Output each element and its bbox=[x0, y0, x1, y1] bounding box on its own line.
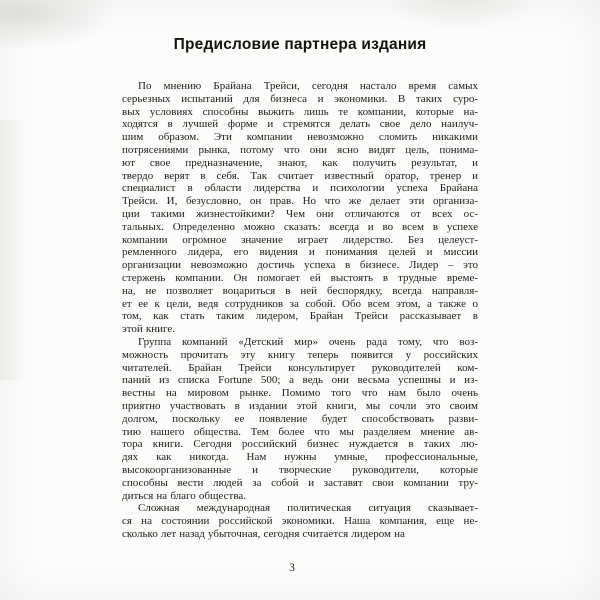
text-line: этой книге. bbox=[122, 323, 176, 336]
text-line: Группа компаний «Детский мир» очень рада тому, что воз- bbox=[138, 335, 478, 348]
paragraph bbox=[122, 336, 478, 502]
text-line: тальных. Определенно можно сказать: всегда и во всем в успехе bbox=[122, 220, 478, 233]
text-line: диться на благо общества. bbox=[122, 489, 246, 502]
text-line: том, как стать таким лидером, Брайан Трейси рассказывает в bbox=[122, 310, 478, 323]
text-line: долгом, поскольку ее появление будет способствовать разви- bbox=[122, 412, 478, 425]
text-line: на, не позволяет воцариться в ней беспорядку, всегда направля- bbox=[122, 284, 478, 297]
text-line: ремленного лидера, его видения и понимания целей и миссии bbox=[122, 246, 478, 259]
text-line: ходятся в лучшей форме и стремятся делать свое дело наилуч- bbox=[122, 118, 478, 131]
text-line: ся на состоянии российской экономики. Наша компания, еще не- bbox=[122, 515, 478, 528]
text-line: твердо верят в себя. Так считает известный оратор, тренер и bbox=[122, 169, 478, 182]
text-line: вых условиях способны выжить лишь те компании, которые на- bbox=[122, 105, 478, 118]
text-line: тию нашего общества. Тем более что мы разделяем мнение ав- bbox=[122, 425, 478, 438]
page-body bbox=[122, 80, 478, 541]
text-line: тора книги. Сегодня российский бизнес нуждается в таких лю- bbox=[122, 438, 478, 451]
text-line: паний из списка Fortune 500; а ведь они весьма успешны и из- bbox=[122, 374, 478, 387]
text-line: читателей. Брайан Трейси консультирует руководителей ком- bbox=[122, 361, 478, 374]
text-line: приятно участвовать в издании этой книги, мы сочли это своим bbox=[122, 399, 478, 412]
text-line: способны вести людей за собой и заставят свои компании тру- bbox=[122, 476, 478, 489]
text-line: стержень компании. Он помогает ей выстоять в трудные време- bbox=[122, 271, 478, 284]
text-line: высокоорганизованные и творческие руководители, которые bbox=[122, 463, 478, 476]
text-line: вестны на мировом рынке. Помимо того что нам было очень bbox=[122, 387, 478, 400]
text-line: ют свое предназначение, знают, как получить результат, и bbox=[122, 156, 478, 169]
text-line: организации невозможно достичь успеха в бизнесе. Лидер – это bbox=[122, 259, 478, 272]
page-number: 3 bbox=[289, 562, 295, 574]
text-line: ет ее к цели, ведя сотрудников за собой. Обо всем этом, а также о bbox=[122, 297, 478, 310]
text-line: специалист в области лидерства и психологии успеха Брайана bbox=[122, 182, 478, 195]
text-line: сколько лет назад убыточная, сегодня считается лидером на bbox=[122, 527, 405, 540]
paragraph bbox=[122, 502, 478, 540]
text-line: Трейси. И, безусловно, он прав. Но что же делает эти организа- bbox=[122, 195, 478, 208]
text-line: Сложная международная политическая ситуация сказывает- bbox=[138, 502, 478, 515]
scan-artifact bbox=[380, 0, 540, 30]
text-line: можность прочитать эту книгу теперь появится у российских bbox=[122, 348, 478, 361]
text-line: ции такими жизнестойкими? Чем они отличаются от всех ос- bbox=[122, 207, 478, 220]
text-line: потрясениями рынка, потому что они ясно видят цель, понима- bbox=[122, 143, 478, 156]
paragraph bbox=[122, 80, 478, 336]
page-title: Предисловие партнера издания bbox=[173, 36, 427, 53]
text-line: серьезных испытаний для бизнеса и экономики. В таких суро- bbox=[122, 92, 478, 105]
text-line: шим образом. Эти компании невозможно сломить никакими bbox=[122, 131, 478, 144]
scan-artifact bbox=[0, 120, 26, 380]
text-line: компании огромное значение играет лидерство. Без целеуст- bbox=[122, 233, 478, 246]
text-line: дях как никогда. Нам нужны умные, профессиональные, bbox=[122, 451, 478, 464]
text-line: По мнению Брайана Трейси, сегодня настало время самых bbox=[138, 80, 478, 92]
